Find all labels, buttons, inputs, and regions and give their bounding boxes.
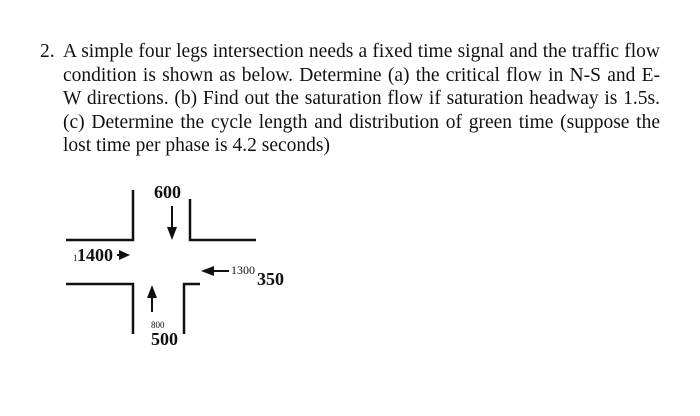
east-approach <box>201 263 284 289</box>
north-volume-label: 600 <box>154 182 181 202</box>
north-approach <box>154 182 181 240</box>
road-edge-northwest <box>66 190 133 240</box>
west-volume-label: 1400 <box>77 245 113 265</box>
south-approach <box>147 285 178 349</box>
south-volume-label: 500 <box>151 329 178 349</box>
question-body: A simple four legs intersection needs a fixed time signal and the traffic flow condition is shown as below. Determine (a) the critical flow in N-S and E-W directions. (b) Find out the saturation flow if saturation headway is 1.5s. (c) Determine the cycle length and distribution of green time (suppose the lost time per phase is 4.2 seconds) <box>63 41 660 156</box>
question-number: 2. <box>40 41 55 62</box>
south-volume-small-label: 800 <box>151 320 165 330</box>
east-volume-label: 350 <box>257 269 284 289</box>
west-volume-prefix-label: 1 <box>73 253 78 263</box>
road-edge-southeast <box>184 284 200 334</box>
road-edge-northeast <box>190 199 256 240</box>
southbound-arrow-head-icon <box>167 227 177 240</box>
west-approach <box>73 245 130 265</box>
east-volume-small-label: 1300 <box>231 263 255 277</box>
eastbound-arrow-head-icon <box>119 250 130 260</box>
road-edge-southwest <box>66 284 133 334</box>
